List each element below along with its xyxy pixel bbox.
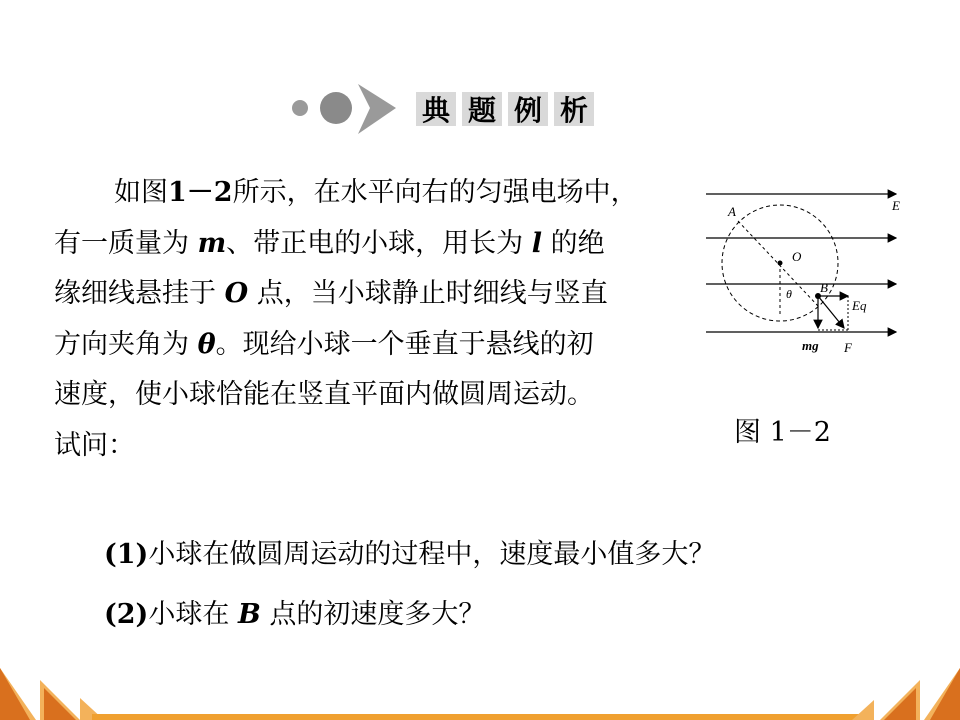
problem-line: 方向夹角为 θ。现给小球一个垂直于悬线的初	[54, 328, 594, 360]
problem-line: 有一质量为 m、带正电的小球，用长为 l 的绝	[54, 227, 605, 259]
label-mg: mg	[802, 338, 819, 353]
label-theta: θ	[786, 287, 792, 301]
corner-decoration-right	[840, 660, 960, 720]
label-a: A	[728, 204, 736, 219]
problem-line: 如图1－2所示，在水平向右的匀强电场中，	[114, 177, 638, 208]
problem-line: 试问：	[54, 429, 135, 461]
bottom-bar	[92, 714, 870, 720]
label-b: B	[820, 280, 828, 295]
problem-line: 缘细线悬挂于 O 点，当小球静止时细线与竖直	[54, 278, 608, 309]
label-o: O	[792, 249, 802, 264]
force-f-arrow	[818, 296, 844, 328]
question-1: (1)小球在做圆周运动的过程中，速度最小值多大？	[104, 539, 716, 570]
label-e: E	[892, 198, 900, 213]
center-point	[778, 261, 783, 266]
header-title-char: 典	[416, 92, 456, 126]
section-header	[288, 72, 628, 142]
header-title-char: 题	[462, 92, 502, 126]
problem-text	[54, 168, 694, 471]
problem-line: 速度，使小球恰能在竖直平面内做圆周运动。	[54, 379, 594, 410]
header-title-char: 例	[508, 92, 548, 126]
header-title	[416, 92, 594, 126]
figure-caption: 图 1－2	[734, 417, 831, 448]
figure-diagram	[700, 188, 912, 360]
label-f: F	[844, 340, 852, 355]
label-eq: Eq	[852, 298, 867, 313]
question-2: (2)小球在 B 点的初速度多大？	[104, 599, 486, 630]
header-title-char: 析	[554, 92, 594, 126]
header-ornament-icon	[288, 72, 418, 142]
corner-decoration-left	[0, 660, 130, 720]
